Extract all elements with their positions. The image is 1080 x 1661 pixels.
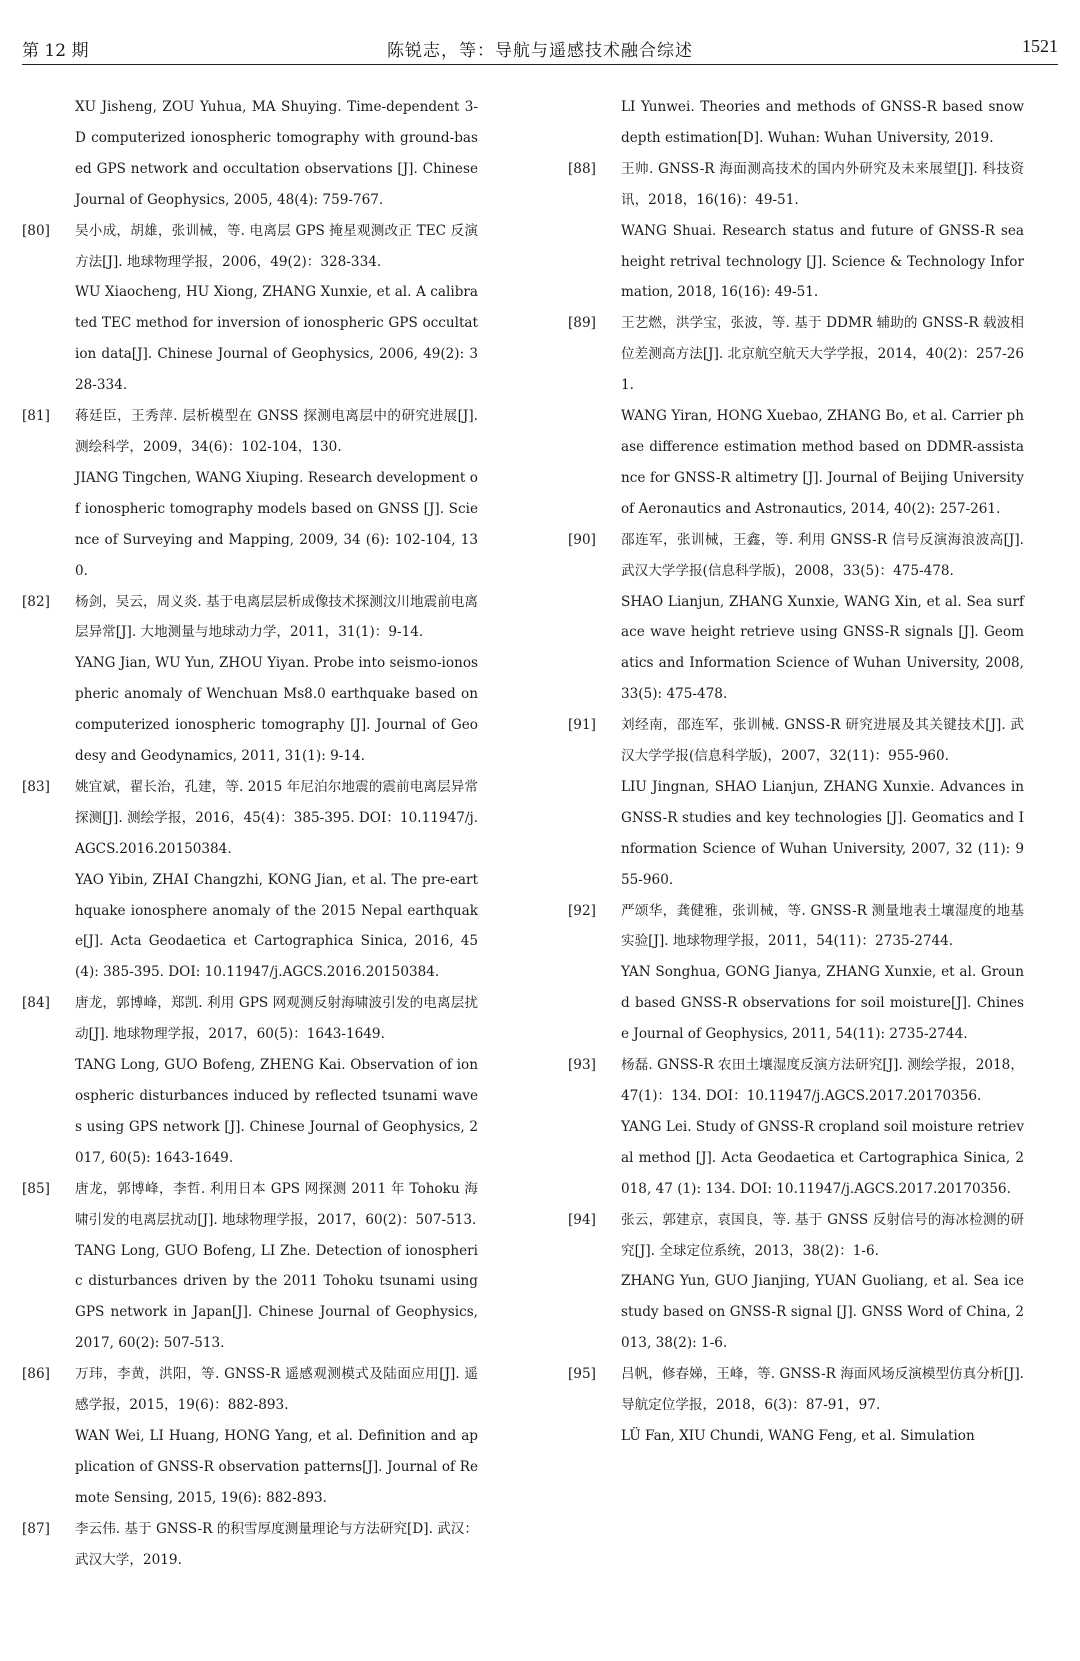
reference-text-translation: WAN Wei, LI Huang, HONG Yang, et al. Definition and application of GNSS-R observation patterns[J]. Journal of Remote Sensing, 2015, 19(6): 882-893. (75, 1427, 478, 1506)
reference-number: [81] (22, 408, 50, 425)
reference-number: [82] (22, 593, 50, 610)
reference-entry (568, 525, 1024, 710)
reference-text: 杨磊. GNSS-R 农田土壤湿度反演方法研究[J]. 测绘学报，2018，47(1)：134. DOI：10.11947/j.AGCS.2017.20170356. (621, 1057, 1024, 1104)
reference-entry (22, 401, 478, 586)
reference-text-translation: WANG Yiran, HONG Xuebao, ZHANG Bo, et al. Carrier phase difference estimation method based on DDMR-assistance for GNSS-R altimetry [J]. Journal of Beijing University of Aeronautics and Astronautics, 2014, 40(2): 257-261. (621, 408, 1024, 517)
running-title: 陈锐志，等：导航与遥感技术融合综述 (387, 41, 693, 61)
reference-number: [88] (568, 160, 596, 177)
reference-column-left (22, 92, 478, 1576)
reference-entry (568, 308, 1024, 524)
reference-entry (22, 1514, 478, 1576)
reference-text: LI Yunwei. Theories and methods of GNSS-R based snow depth estimation[D]. Wuhan: Wuhan University, 2019. (621, 99, 1024, 146)
reference-text-translation: JIANG Tingchen, WANG Xiuping. Research development of ionospheric tomography models based on GNSS [J]. Science of Surveying and Mapping, 2009, 34 (6): 102-104, 130. (75, 469, 478, 579)
reference-text-translation: TANG Long, GUO Bofeng, LI Zhe. Detection of ionospheric disturbances driven by the 2011 Tohoku tsunami using GPS network in Japan[J]. Chinese Journal of Geophysics, 2017, 60(2): 507-513. (75, 1242, 478, 1352)
reference-text: 唐龙，郭博峰，李哲. 利用日本 GPS 网探测 2011 年 Tohoku 海啸引发的电离层扰动[J]. 地球物理学报，2017，60(2)：507-513. (75, 1180, 478, 1228)
reference-text: 姚宜斌，翟长治，孔建，等. 2015 年尼泊尔地震的震前电离层异常探测[J]. 测绘学报，2016，45(4)：385-395. DOI：10.11947/j.AGCS.2016.20150384. (75, 778, 478, 857)
reference-text: 邵连军，张训械，王鑫，等. 利用 GNSS-R 信号反演海浪波高[J]. 武汉大学学报(信息科学版)，2008，33(5)：475-478. (621, 531, 1024, 579)
reference-text: 万玮，李黄，洪阳，等. GNSS-R 遥感观测模式及陆面应用[J]. 遥感学报，2015，19(6)：882-893. (75, 1366, 478, 1414)
reference-number: [87] (22, 1520, 50, 1537)
reference-number: [86] (22, 1366, 50, 1383)
reference-entry (22, 772, 478, 988)
reference-text-translation: LÜ Fan, XIU Chundi, WANG Feng, et al. Simulation (621, 1427, 975, 1444)
reference-number: [93] (568, 1057, 596, 1074)
reference-text: 李云伟. 基于 GNSS-R 的积雪厚度测量理论与方法研究[D]. 武汉：武汉大学，2019. (75, 1520, 478, 1568)
reference-entry (22, 1359, 478, 1514)
reference-number: [85] (22, 1180, 50, 1197)
reference-number: [83] (22, 778, 50, 795)
reference-text-translation: LIU Jingnan, SHAO Lianjun, ZHANG Xunxie. Advances in GNSS-R studies and key technologies [J]. Geomatics and Information Science of Wuhan University, 2007, 32 (11): 955-960. (621, 778, 1024, 888)
reference-number: [92] (568, 902, 596, 919)
reference-text: 王艺燃，洪学宝，张波，等. 基于 DDMR 辅助的 GNSS-R 载波相位差测高方法[J]. 北京航空航天大学学报，2014，40(2)：257-261. (621, 315, 1024, 394)
reference-entry (568, 1050, 1024, 1205)
reference-entry (22, 92, 478, 216)
page-number: 1521 (1022, 36, 1058, 56)
reference-number: [91] (568, 717, 596, 734)
reference-text: 王帅. GNSS-R 海面测高技术的国内外研究及未来展望[J]. 科技资讯，2018，16(16)：49-51. (621, 160, 1024, 208)
reference-text: 唐龙，郭博峰，郑凯. 利用 GPS 网观测反射海啸波引发的电离层扰动[J]. 地球物理学报，2017，60(5)：1643-1649. (75, 995, 478, 1043)
reference-entry (568, 1359, 1024, 1452)
reference-number: [80] (22, 222, 50, 239)
reference-text-translation: TANG Long, GUO Bofeng, ZHENG Kai. Observation of ionospheric disturbances induced by reflected tsunami waves using GPS network [J]. Chinese Journal of Geophysics, 2017, 60(5): 1643-1649. (75, 1057, 478, 1166)
reference-entry (568, 1205, 1024, 1360)
reference-number: [95] (568, 1366, 596, 1383)
reference-text-translation: SHAO Lianjun, ZHANG Xunxie, WANG Xin, et al. Sea surface wave height retrieve using GNSS-R signals [J]. Geomatics and Information Science of Wuhan University, 2008, 33(5): 475-478. (621, 593, 1024, 703)
reference-text: 张云，郭建京，袁国良，等. 基于 GNSS 反射信号的海冰检测的研究[J]. 全球定位系统，2013，38(2)：1-6. (621, 1211, 1024, 1259)
reference-text: 严颂华，龚健雅，张训械，等. GNSS-R 测量地表土壤湿度的地基实验[J]. 地球物理学报，2011，54(11)：2735-2744. (621, 902, 1024, 950)
reference-entry (568, 92, 1024, 154)
reference-entry (22, 216, 478, 401)
reference-text-translation: YANG Lei. Study of GNSS-R cropland soil moisture retrieval method [J]. Acta Geodaetica et Cartographica Sinica, 2018, 47 (1): 134. DOI: 10.11947/j.AGCS.2017.20170356. (621, 1118, 1024, 1197)
reference-entry (568, 896, 1024, 1051)
reference-text-translation: WU Xiaocheng, HU Xiong, ZHANG Xunxie, et al. A calibrated TEC method for inversion of ionospheric GPS occultation data[J]. Chinese Journal of Geophysics, 2006, 49(2): 328-334. (75, 284, 478, 394)
reference-entry (568, 154, 1024, 309)
reference-text-translation: YAN Songhua, GONG Jianya, ZHANG Xunxie, et al. Ground based GNSS-R observations for soil moisture[J]. Chinese Journal of Geophysics, 2011, 54(11): 2735-2744. (621, 964, 1024, 1043)
reference-text-translation: YAO Yibin, ZHAI Changzhi, KONG Jian, et al. The pre-earthquake ionosphere anomaly of the 2015 Nepal earthquake[J]. Acta Geodaetica et Cartographica Sinica, 2016, 45(4): 385-395. DOI: 10.11947/j.AGCS.2016.20150384. (75, 871, 478, 981)
reference-text: 蒋廷臣，王秀萍. 层析模型在 GNSS 探测电离层中的研究进展[J]. 测绘科学，2009，34(6)：102-104，130. (75, 408, 478, 455)
reference-number: [89] (568, 315, 596, 332)
reference-number: [94] (568, 1211, 596, 1228)
reference-text-translation: ZHANG Yun, GUO Jianjing, YUAN Guoliang, et al. Sea ice study based on GNSS-R signal [J]. GNSS Word of China, 2013, 38(2): 1-6. (621, 1273, 1024, 1352)
reference-text-translation: WANG Shuai. Research status and future of GNSS-R sea height retrival technology [J]. Science & Technology Information, 2018, 16(16): 49-51. (621, 222, 1024, 301)
reference-text: 杨剑，吴云，周义炎. 基于电离层层析成像技术探测汶川地震前电离层异常[J]. 大地测量与地球动力学，2011，31(1)：9-14. (75, 593, 478, 641)
reference-text: 吴小成，胡雄，张训械，等. 电离层 GPS 掩星观测改正 TEC 反演方法[J]. 地球物理学报，2006，49(2)：328-334. (75, 222, 478, 270)
issue-number: 第 12 期 (22, 41, 89, 61)
reference-entry (22, 1174, 478, 1359)
reference-text: 刘经南，邵连军，张训械. GNSS-R 研究进展及其关键技术[J]. 武汉大学学报(信息科学版)，2007，32(11)：955-960. (621, 717, 1024, 765)
reference-number: [84] (22, 995, 50, 1012)
reference-entry (22, 587, 478, 772)
reference-text: 吕帆，修春娣，王峰，等. GNSS-R 海面风场反演模型仿真分析[J]. 导航定位学报，2018，6(3)：87-91，97. (621, 1366, 1024, 1414)
reference-number: [90] (568, 531, 596, 548)
reference-column-right (568, 92, 1024, 1452)
reference-text-translation: YANG Jian, WU Yun, ZHOU Yiyan. Probe into seismo-ionospheric anomaly of Wenchuan Ms8.0 earthquake based on computerized ionospheric tomography [J]. Journal of Geodesy and Geodynamics, 2011, 31(1): 9-14. (75, 655, 478, 765)
reference-entry (22, 988, 478, 1173)
reference-entry (568, 710, 1024, 895)
reference-text: XU Jisheng, ZOU Yuhua, MA Shuying. Time-dependent 3-D computerized ionospheric tomography with ground-based GPS network and occultation observations [J]. Chinese Journal of Geophysics, 2005, 48(4): 759-767. (75, 99, 478, 208)
running-header (22, 30, 1058, 65)
